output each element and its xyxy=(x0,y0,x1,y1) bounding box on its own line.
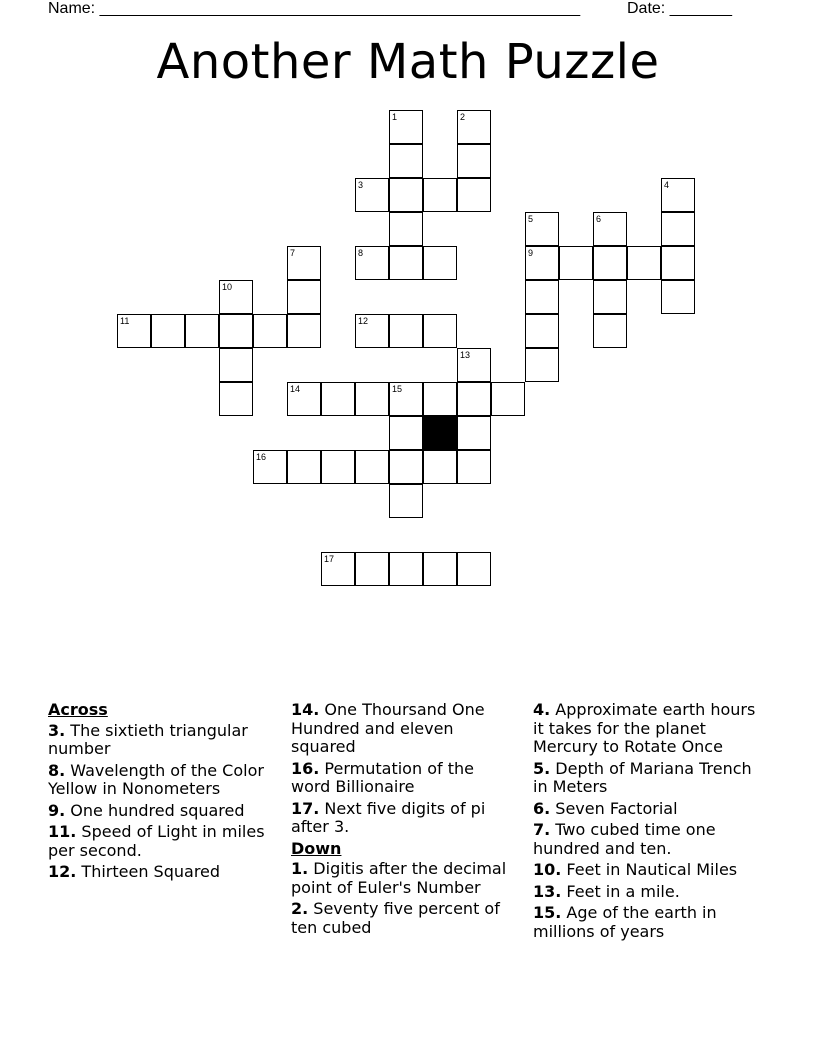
clue-text: Two cubed time one hundred and ten. xyxy=(533,820,716,858)
grid-cell[interactable] xyxy=(525,212,559,246)
clue-item xyxy=(291,800,516,837)
clue-text: Permutation of the word Billionaire xyxy=(291,758,474,796)
cell-number: 11 xyxy=(120,316,130,326)
grid-cell[interactable] xyxy=(389,552,423,586)
grid-cell[interactable] xyxy=(457,110,491,144)
cell-number: 8 xyxy=(358,248,364,258)
grid-cell[interactable] xyxy=(423,450,457,484)
clue-number: 7. xyxy=(533,820,551,839)
clue-item xyxy=(533,883,768,902)
grid-cell[interactable] xyxy=(525,246,559,280)
clue-text: Feet in Nautical Miles xyxy=(561,860,738,879)
clue-number: 3. xyxy=(48,720,66,740)
grid-cell[interactable] xyxy=(389,450,423,484)
clue-column-2 xyxy=(291,701,516,940)
clue-item xyxy=(533,800,768,819)
grid-cell[interactable] xyxy=(661,212,695,246)
clue-number: 15. xyxy=(533,903,562,922)
cell-number: 5 xyxy=(528,214,534,224)
clue-number: 14. xyxy=(291,700,320,719)
grid-cell[interactable] xyxy=(389,212,423,246)
grid-cell[interactable] xyxy=(389,144,423,178)
grid-cell[interactable] xyxy=(321,382,355,416)
clue-number: 16. xyxy=(291,758,320,778)
clue-number: 1. xyxy=(291,859,309,878)
name-field[interactable]: Name: ______________________________________________________ xyxy=(48,0,581,17)
cell-number: 12 xyxy=(358,316,369,326)
cell-number: 17 xyxy=(324,554,335,564)
clue-item xyxy=(533,760,768,797)
clue-number: 9. xyxy=(48,800,66,820)
clue-item xyxy=(48,802,273,821)
grid-cell[interactable] xyxy=(389,416,423,450)
grid-cell[interactable] xyxy=(423,246,457,280)
cell-number: 13 xyxy=(460,350,471,360)
cell-number: 9 xyxy=(528,248,534,258)
grid-cell[interactable] xyxy=(593,212,627,246)
grid-cell[interactable] xyxy=(457,552,491,586)
grid-cell[interactable] xyxy=(423,382,457,416)
grid-cell[interactable] xyxy=(219,348,253,382)
clue-item xyxy=(291,760,516,797)
clue-text: Seven Factorial xyxy=(550,798,678,818)
clue-number: 2. xyxy=(291,899,309,918)
clue-text: One Thoursand One Hundred and eleven squared xyxy=(291,700,485,756)
clue-text: One hundred squared xyxy=(65,800,245,820)
grid-cell[interactable] xyxy=(151,314,185,348)
grid-cell[interactable] xyxy=(321,552,355,586)
clue-text: Seventy five percent of ten cubed xyxy=(291,899,500,937)
grid-cell[interactable] xyxy=(389,246,423,280)
clue-item xyxy=(533,904,768,941)
clue-item xyxy=(291,701,516,757)
grid-cell[interactable] xyxy=(253,314,287,348)
cell-number: 14 xyxy=(290,384,301,394)
clue-number: 12. xyxy=(48,862,77,881)
grid-cell[interactable] xyxy=(525,348,559,382)
clue-number: 13. xyxy=(533,881,562,901)
clue-number: 8. xyxy=(48,760,66,780)
grid-cell[interactable] xyxy=(457,450,491,484)
clue-item xyxy=(48,823,273,860)
clue-text: Digitis after the decimal point of Euler's Number xyxy=(291,859,507,897)
clue-text: Age of the earth in millions of years xyxy=(533,903,717,941)
grid-cell[interactable] xyxy=(389,110,423,144)
grid-cell[interactable] xyxy=(185,314,219,348)
grid-cell[interactable] xyxy=(355,178,389,212)
clue-heading: Across xyxy=(48,700,108,719)
cell-number: 4 xyxy=(664,180,670,190)
clue-item xyxy=(533,861,768,880)
grid-cell[interactable] xyxy=(117,314,151,348)
clue-number: 10. xyxy=(533,860,562,879)
cell-number: 2 xyxy=(460,112,466,122)
grid-cell[interactable] xyxy=(457,144,491,178)
clue-number: 17. xyxy=(291,798,320,818)
clue-text: Depth of Mariana Trench in Meters xyxy=(533,758,752,796)
grid-cell[interactable] xyxy=(423,314,457,348)
grid-cell[interactable] xyxy=(389,484,423,518)
clue-text: Approximate earth hours it takes for the planet Mercury to Rotate Once xyxy=(533,700,756,756)
grid-cell[interactable] xyxy=(219,382,253,416)
grid-cell[interactable] xyxy=(389,178,423,212)
grid-cell[interactable] xyxy=(559,246,593,280)
grid-cell[interactable] xyxy=(491,382,525,416)
clue-number: 11. xyxy=(48,822,77,841)
grid-cell[interactable] xyxy=(661,280,695,314)
clue-item xyxy=(48,762,273,799)
cell-number: 15 xyxy=(392,384,403,394)
clue-heading: Down xyxy=(291,838,342,858)
grid-cell[interactable] xyxy=(253,450,287,484)
grid-cell[interactable] xyxy=(287,314,321,348)
clue-item xyxy=(48,863,273,882)
clue-text: Speed of Light in miles per second. xyxy=(48,822,265,860)
grid-cell[interactable] xyxy=(287,450,321,484)
clue-item xyxy=(291,860,516,897)
clue-text: Feet in a mile. xyxy=(561,881,680,901)
date-field[interactable]: Date: _______ xyxy=(627,0,732,17)
clue-column-3 xyxy=(533,701,768,944)
grid-cell[interactable] xyxy=(593,314,627,348)
grid-cell[interactable] xyxy=(355,382,389,416)
clue-item xyxy=(533,821,768,858)
clue-column-1 xyxy=(48,701,273,885)
grid-cell[interactable] xyxy=(627,246,661,280)
cell-number: 3 xyxy=(358,180,364,190)
black-cell xyxy=(423,416,457,450)
clue-text: Thirteen Squared xyxy=(76,862,221,881)
clue-text: The sixtieth triangular number xyxy=(48,720,248,758)
grid-cell[interactable] xyxy=(457,416,491,450)
grid-cell[interactable] xyxy=(457,178,491,212)
grid-cell[interactable] xyxy=(287,280,321,314)
clue-number: 4. xyxy=(533,700,551,719)
grid-cell[interactable] xyxy=(593,246,627,280)
cell-number: 10 xyxy=(222,282,233,292)
grid-cell[interactable] xyxy=(355,314,389,348)
clue-number: 6. xyxy=(533,798,551,818)
grid-cell[interactable] xyxy=(287,382,321,416)
grid-cell[interactable] xyxy=(389,314,423,348)
cell-number: 7 xyxy=(290,248,296,258)
grid-cell[interactable] xyxy=(355,450,389,484)
grid-cell[interactable] xyxy=(355,246,389,280)
cell-number: 1 xyxy=(392,112,398,122)
grid-cell[interactable] xyxy=(389,382,423,416)
cell-number: 6 xyxy=(596,214,602,224)
clue-item xyxy=(533,701,768,757)
grid-cell[interactable] xyxy=(423,552,457,586)
clue-item xyxy=(291,900,516,937)
grid-cell[interactable] xyxy=(525,280,559,314)
clue-text: Next five digits of pi after 3. xyxy=(291,798,486,836)
grid-cell[interactable] xyxy=(219,280,253,314)
page-title: Another Math Puzzle xyxy=(156,34,660,90)
clue-number: 5. xyxy=(533,758,551,778)
grid-cell[interactable] xyxy=(219,314,253,348)
grid-cell[interactable] xyxy=(661,246,695,280)
grid-cell[interactable] xyxy=(661,178,695,212)
grid-cell[interactable] xyxy=(287,246,321,280)
clue-text: Wavelength of the Color Yellow in Nonometers xyxy=(48,760,264,798)
grid-cell[interactable] xyxy=(525,314,559,348)
grid-cell[interactable] xyxy=(321,450,355,484)
grid-cell[interactable] xyxy=(457,382,491,416)
grid-cell[interactable] xyxy=(457,348,491,382)
grid-cell[interactable] xyxy=(593,280,627,314)
cell-number: 16 xyxy=(256,452,267,462)
grid-cell[interactable] xyxy=(355,552,389,586)
clue-item xyxy=(48,722,273,759)
grid-cell[interactable] xyxy=(423,178,457,212)
